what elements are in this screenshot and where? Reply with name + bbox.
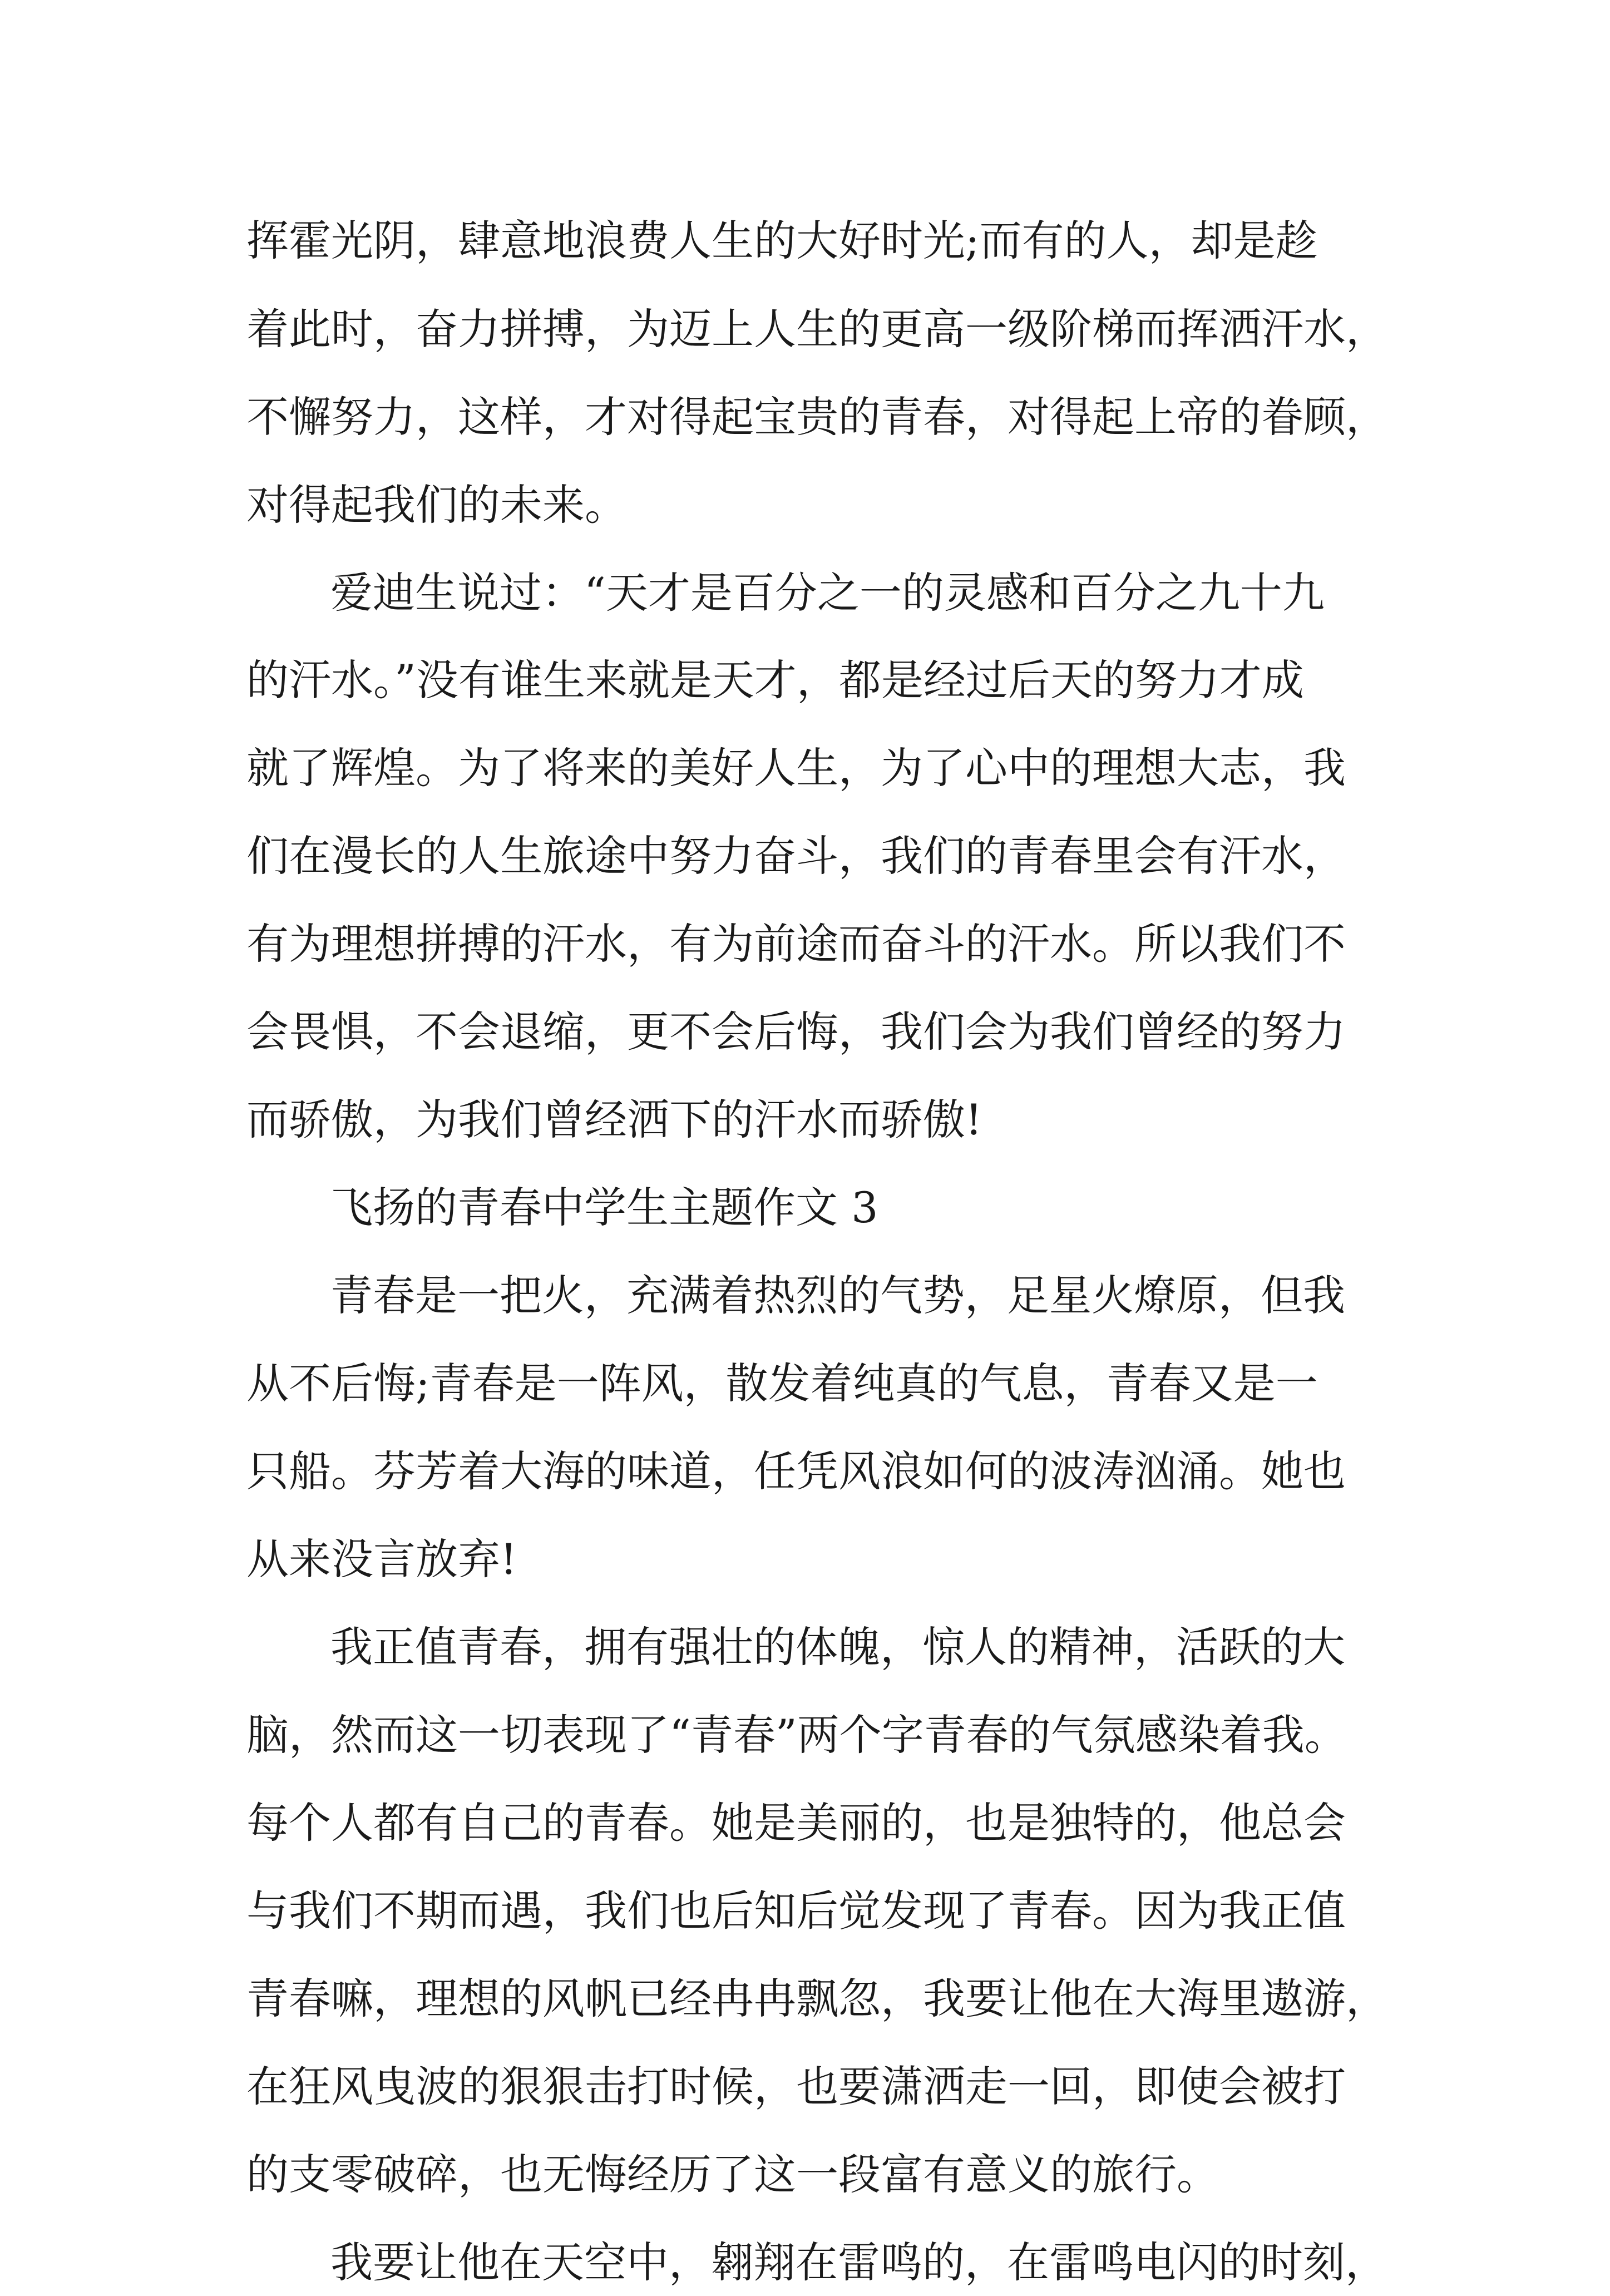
text-line: 而骄傲，为我们曾经洒下的汗水而骄傲! — [246, 1095, 982, 1144]
text-line: 在狂风曳波的狠狠击打时候，也要潇洒走一回，即使会被打 — [246, 2062, 1346, 2111]
text-line: 爱迪生说过：“天才是百分之一的灵感和百分之九十九 — [330, 568, 1325, 618]
text-line: 与我们不期而遇，我们也后知后觉发现了青春。因为我正值 — [246, 1886, 1346, 1935]
text-line: 就了辉煌。为了将来的美好人生，为了心中的理想大志，我 — [246, 743, 1346, 793]
text-line: 从不后悔;青春是一阵风，散发着纯真的气息，青春又是一 — [246, 1359, 1318, 1408]
section-heading: 飞扬的青春中学生主题作文 3 — [330, 1183, 878, 1232]
text-line: 青春是一把火，充满着热烈的气势，足星火燎原，但我 — [330, 1271, 1345, 1320]
text-line: 我要让他在天空中，翱翔在雷鸣的，在雷鸣电闪的时刻， — [330, 2238, 1387, 2287]
text-line: 的汗水。”没有谁生来就是天才，都是经过后天的努力才成 — [246, 655, 1304, 705]
text-line: 我正值青春，拥有强壮的体魄，惊人的精神，活跃的大 — [330, 1622, 1345, 1672]
text-line: 脑，然而这一切表现了“青春”两个字青春的气氛感染着我。 — [246, 1710, 1347, 1760]
text-line: 着此时，奋力拼搏，为迈上人生的更高一级阶梯而挥洒汗水， — [246, 304, 1388, 354]
text-line: 挥霍光阴，肆意地浪费人生的大好时光;而有的人，却是趁 — [246, 216, 1318, 265]
text-line: 青春嘛，理想的风帆已经冉冉飘忽，我要让他在大海里遨游， — [246, 1974, 1388, 2023]
text-line: 会畏惧，不会退缩，更不会后悔，我们会为我们曾经的努力 — [246, 1007, 1346, 1056]
text-line: 不懈努力，这样，才对得起宝贵的青春，对得起上帝的眷顾， — [246, 392, 1388, 442]
text-line: 们在漫长的人生旅途中努力奋斗，我们的青春里会有汗水， — [246, 831, 1346, 881]
text-line: 从来没言放弃! — [246, 1534, 517, 1584]
text-line: 的支零破碎，也无悔经历了这一段富有意义的旅行。 — [246, 2150, 1219, 2199]
text-line: 每个人都有自己的青春。她是美丽的，也是独特的，他总会 — [246, 1798, 1346, 1848]
text-line: 对得起我们的未来。 — [246, 480, 627, 530]
text-line: 有为理想拼搏的汗水，有为前途而奋斗的汗水。所以我们不 — [246, 919, 1346, 969]
text-line: 只船。芬芳着大海的味道，任凭风浪如何的波涛汹涌。她也 — [246, 1446, 1346, 1496]
